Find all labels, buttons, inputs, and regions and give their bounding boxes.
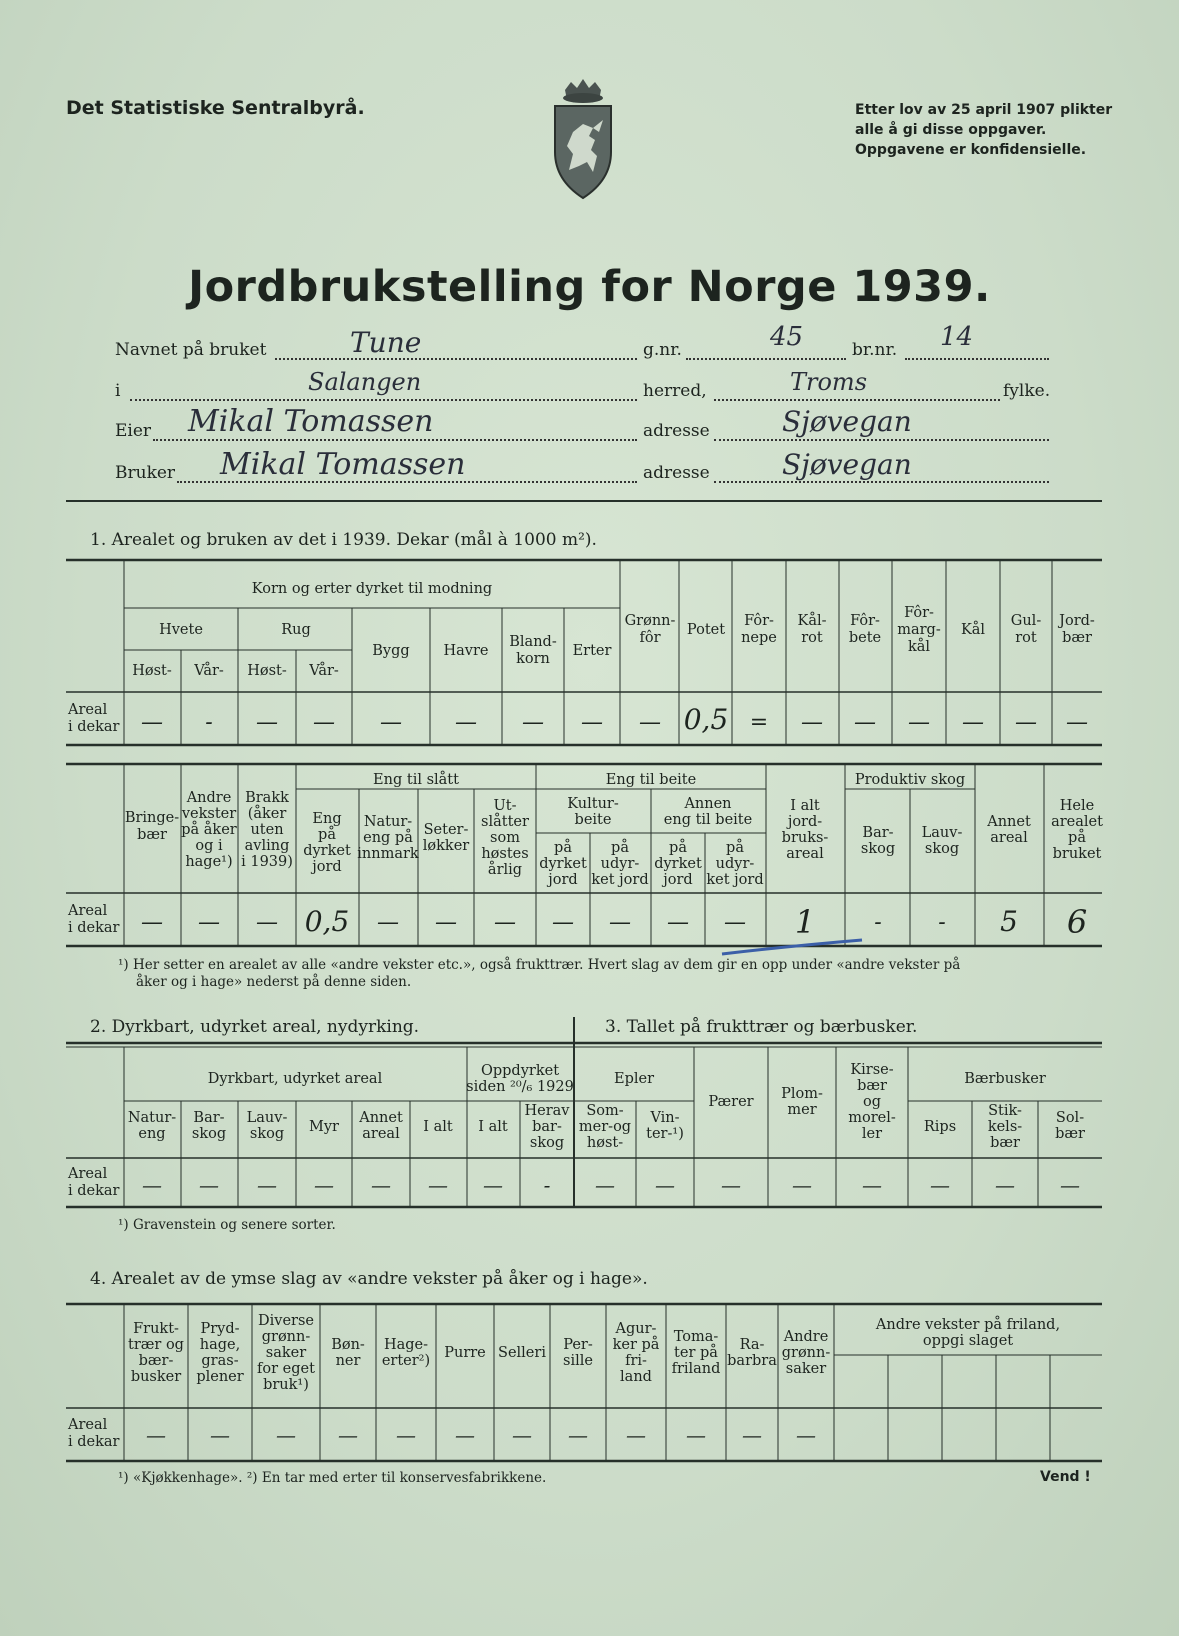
t2-value: — xyxy=(494,910,516,935)
t2-eng-slatt: Eng til slått xyxy=(373,772,459,788)
t2-annen-udyrket-3: ket jord xyxy=(706,872,764,888)
t1-fornepe-1: Fôr- xyxy=(744,613,774,629)
t1-blandkorn-1: Bland- xyxy=(509,634,557,650)
s3-sommer-2: mer-og xyxy=(578,1119,632,1135)
owner-label: Eier xyxy=(115,421,152,441)
t1-blandkorn-2: korn xyxy=(516,651,550,667)
s2-col8-1: Herav xyxy=(524,1103,570,1119)
herred-label: herred, xyxy=(643,381,707,401)
t2-value: — xyxy=(198,910,220,935)
t2-utslatter-4: høstes xyxy=(481,846,529,862)
s3-value: — xyxy=(862,1173,882,1197)
t4-col7: Selleri xyxy=(498,1345,546,1361)
t2-utslatter-2: slåtter xyxy=(481,814,529,830)
t2-seter-2: løkker xyxy=(422,838,470,854)
s3-paerer: Pærer xyxy=(708,1094,754,1110)
farm-name-label: Navnet på bruket xyxy=(115,340,267,360)
turn-page-text: Vend ! xyxy=(1040,1469,1091,1485)
form-title: Jordbrukstelling for Norge 1939. xyxy=(188,262,991,312)
t2-eng-dyrket-2: på xyxy=(318,827,336,843)
t4-row-label-1: Areal xyxy=(68,1417,108,1433)
owner-value: Mikal Tomassen xyxy=(188,404,434,439)
farm-name-value: Tune xyxy=(350,326,422,359)
t4-col12-1: Andre xyxy=(783,1329,829,1345)
s2-oppdyrket-2: siden ²⁰/₆ 1929 xyxy=(466,1079,574,1095)
t2-naturen-2: eng på xyxy=(363,830,413,846)
t1-bygg: Bygg xyxy=(372,643,410,659)
t4-friland-1: Andre vekster på friland, xyxy=(875,1317,1061,1333)
t2-brakk-2: (åker xyxy=(247,806,287,822)
s2-col5-2: areal xyxy=(362,1126,400,1142)
s2-col5-1: Annet xyxy=(359,1110,403,1126)
t2-kultur-2: beite xyxy=(574,812,612,828)
t1-value: — xyxy=(455,710,477,735)
s3-value: — xyxy=(595,1173,615,1197)
brnr-value: 14 xyxy=(940,322,974,352)
footnote-2: ¹) Gravenstein og senere sorter. xyxy=(118,1217,336,1233)
section-4-heading: 4. Arealet av de ymse slag av «andre vekster på åker og i hage». xyxy=(90,1269,648,1289)
s2-row-label-2: i dekar xyxy=(68,1183,120,1199)
t4-col8-2: sille xyxy=(563,1353,593,1369)
t1-value: — xyxy=(639,710,661,735)
t4-value: — xyxy=(686,1423,706,1447)
s2-col4: Myr xyxy=(309,1119,339,1135)
t4-col9-2: ker på xyxy=(612,1337,660,1353)
t1-formargkal-1: Fôr- xyxy=(904,605,934,621)
t2-annen-2: eng til beite xyxy=(663,812,753,828)
t2-row-label-1: Areal xyxy=(68,903,108,919)
s2-row-label-1: Areal xyxy=(68,1166,108,1182)
t4-value: — xyxy=(210,1423,230,1447)
t2-annen-dyrket-1: på xyxy=(669,840,687,856)
s2-col8-2: bar- xyxy=(532,1119,562,1135)
t4-col3-1: Diverse xyxy=(258,1313,314,1329)
t2-andre-1: Andre xyxy=(186,790,232,806)
t1-gulrot-2: rot xyxy=(1015,630,1037,646)
s2-col1-1: Natur- xyxy=(127,1110,177,1126)
t2-brakk-5: i 1939) xyxy=(241,854,293,870)
t1-value-potet: 0,5 xyxy=(683,703,729,736)
t1-kalrot-1: Kål- xyxy=(797,613,827,629)
t2-value: - xyxy=(874,910,882,935)
t1-value: — xyxy=(801,710,823,735)
t1-value: - xyxy=(205,710,213,735)
t4-col10-3: friland xyxy=(671,1361,721,1377)
t2-value-annet: 5 xyxy=(1000,905,1018,938)
footer-note: ¹) «Kjøkkenhage». ²) En tar med erter til konservesfabrikkene. xyxy=(118,1470,547,1486)
t4-col3-3: saker xyxy=(265,1345,307,1361)
t2-value: — xyxy=(141,910,163,935)
s2-value: — xyxy=(314,1173,334,1197)
footnote-1-line-2: åker og i hage» nederst på denne siden. xyxy=(136,974,412,990)
t4-col2-1: Pryd- xyxy=(200,1321,240,1337)
t4-col1-3: bær- xyxy=(138,1353,174,1369)
t2-kultur-dyrket-3: jord xyxy=(548,872,578,888)
s3-sommer-3: høst- xyxy=(586,1135,624,1151)
t2-eng-dyrket-3: dyrket xyxy=(303,843,351,859)
user-value: Mikal Tomassen xyxy=(220,447,466,482)
t2-kultur-dyrket-1: på xyxy=(554,840,572,856)
t2-kultur-udyrket-3: ket jord xyxy=(591,872,649,888)
t2-i-alt-2: jord- xyxy=(787,814,823,830)
t2-utslatter-3: som xyxy=(490,830,520,846)
t2-andre-4: og i xyxy=(195,838,223,854)
s3-baerbusker: Bærbusker xyxy=(964,1071,1046,1087)
t4-col10-2: ter på xyxy=(674,1345,718,1361)
t2-value-i-alt: 1 xyxy=(794,903,816,941)
s3-vinter-2: ter-¹) xyxy=(646,1126,684,1142)
t2-i-alt-3: bruks- xyxy=(781,830,829,846)
t2-bringebaer-2: bær xyxy=(137,827,167,843)
t2-annen-1: Annen xyxy=(684,796,732,812)
t1-havre: Havre xyxy=(443,643,489,659)
t4-col4-2: ner xyxy=(335,1353,361,1369)
t2-annet-2: areal xyxy=(990,830,1028,846)
s3-kirsebaer-4: morel- xyxy=(848,1110,896,1126)
t1-jordbaer-2: bær xyxy=(1062,630,1092,646)
t1-gronnfor-2: fôr xyxy=(639,630,661,646)
s3-kirsebaer-5: ler xyxy=(861,1126,883,1142)
t1-forbete-2: bete xyxy=(848,630,882,646)
law-line-2: alle å gi disse oppgaver. xyxy=(855,122,1047,138)
s3-kirsebaer-1: Kirse- xyxy=(850,1062,894,1078)
t1-value: = xyxy=(749,710,769,735)
user-address-value: Sjøvegan xyxy=(782,448,912,481)
t2-value: — xyxy=(724,910,746,935)
t2-andre-5: hage¹) xyxy=(185,854,233,870)
t2-value: — xyxy=(435,910,457,935)
t1-hvete: Hvete xyxy=(159,622,203,638)
t2-value: — xyxy=(377,910,399,935)
brnr-label: br.nr. xyxy=(852,340,898,360)
t2-hele-3: på xyxy=(1068,830,1086,846)
t1-kal: Kål xyxy=(960,622,986,638)
t4-col1-4: busker xyxy=(130,1369,182,1385)
t2-row-label-2: i dekar xyxy=(68,920,120,936)
section-1-heading: 1. Arealet og bruken av det i 1939. Dekar (mål à 1000 m²). xyxy=(90,530,597,550)
t4-value: — xyxy=(626,1423,646,1447)
t1-value: — xyxy=(854,710,876,735)
t1-kalrot-2: rot xyxy=(801,630,823,646)
t1-rug-host: Høst- xyxy=(247,663,287,679)
t4-col8-1: Per- xyxy=(563,1337,593,1353)
s3-epler: Epler xyxy=(613,1071,655,1087)
t4-value: — xyxy=(568,1423,588,1447)
t2-kultur-1: Kultur- xyxy=(567,796,619,812)
s3-value: — xyxy=(792,1173,812,1197)
s3-stikkels-3: bær xyxy=(990,1135,1020,1151)
t4-col9-4: land xyxy=(620,1369,652,1385)
s2-value: — xyxy=(142,1173,162,1197)
t2-value-hele: 6 xyxy=(1066,903,1088,941)
t4-value: — xyxy=(338,1423,358,1447)
t2-prod-skog: Produktiv skog xyxy=(854,772,966,788)
t1-value: — xyxy=(908,710,930,735)
t4-col2-4: plener xyxy=(196,1369,244,1385)
t1-value: — xyxy=(962,710,984,735)
t1-value: — xyxy=(1066,710,1088,735)
t4-col1-1: Frukt- xyxy=(133,1321,179,1337)
t2-eng-beite: Eng til beite xyxy=(605,772,697,788)
t1-hvete-var: Vår- xyxy=(194,663,224,679)
t2-lauvskog-2: skog xyxy=(924,841,960,857)
s3-stikkels-1: Stik- xyxy=(988,1103,1022,1119)
t4-row-label-2: i dekar xyxy=(68,1434,120,1450)
t1-rug-var: Vår- xyxy=(309,663,339,679)
s3-value: — xyxy=(721,1173,741,1197)
s3-value: — xyxy=(1060,1173,1080,1197)
user-address-label: adresse xyxy=(643,463,710,483)
t2-annen-dyrket-2: dyrket xyxy=(654,856,702,872)
s2-group: Dyrkbart, udyrket areal xyxy=(207,1071,383,1087)
s2-col6: I alt xyxy=(423,1119,453,1135)
t4-col2-2: hage, xyxy=(199,1337,241,1353)
t2-brakk-1: Brakk xyxy=(245,790,289,806)
s3-plommer-2: mer xyxy=(787,1102,817,1118)
t4-col6: Purre xyxy=(444,1345,486,1361)
s3-value: — xyxy=(655,1173,675,1197)
t4-col9-3: fri- xyxy=(625,1353,647,1369)
t4-col2-3: gras- xyxy=(201,1353,239,1369)
t4-col4-1: Bøn- xyxy=(331,1337,365,1353)
t4-col3-5: bruk¹) xyxy=(263,1377,309,1393)
s2-col2-2: skog xyxy=(191,1126,227,1142)
t2-seter-1: Seter- xyxy=(423,822,469,838)
t4-col5-1: Hage- xyxy=(383,1337,429,1353)
t1-gulrot-1: Gul- xyxy=(1010,613,1042,629)
t2-hele-1: Hele xyxy=(1059,798,1095,814)
user-label: Bruker xyxy=(115,463,176,483)
owner-address-value: Sjøvegan xyxy=(782,405,912,438)
t2-value: — xyxy=(667,910,689,935)
t2-value-eng-dyrket: 0,5 xyxy=(304,905,350,938)
t4-value: — xyxy=(512,1423,532,1447)
s2-col8-3: skog xyxy=(529,1135,565,1151)
t1-formargkal-2: marg- xyxy=(897,622,941,638)
t1-value: — xyxy=(1015,710,1037,735)
t2-value: — xyxy=(552,910,574,935)
t2-value: — xyxy=(256,910,278,935)
t2-eng-dyrket-4: jord xyxy=(312,859,342,875)
t4-col11-2: barbra xyxy=(727,1353,777,1369)
s3-plommer-1: Plom- xyxy=(781,1086,823,1102)
t2-barskog-2: skog xyxy=(860,841,896,857)
t2-annet-1: Annet xyxy=(987,814,1031,830)
t2-lauvskog-1: Lauv- xyxy=(921,825,963,841)
s3-rips: Rips xyxy=(923,1119,957,1135)
t4-friland-2: oppgi slaget xyxy=(922,1333,1014,1349)
t4-col5-2: erter²) xyxy=(381,1353,431,1369)
s3-value: — xyxy=(930,1173,950,1197)
t2-utslatter-1: Ut- xyxy=(493,798,517,814)
t4-value: — xyxy=(276,1423,296,1447)
herred-value: Salangen xyxy=(308,368,422,396)
owner-address-label: adresse xyxy=(643,421,710,441)
t2-kultur-dyrket-2: dyrket xyxy=(539,856,587,872)
s3-sommer-1: Som- xyxy=(586,1103,624,1119)
t4-col9-1: Agur- xyxy=(615,1321,657,1337)
law-line-3: Oppgavene er konfidensielle. xyxy=(855,142,1087,158)
t1-hvete-host: Høst- xyxy=(132,663,172,679)
t2-i-alt-4: areal xyxy=(786,846,824,862)
s2-value: — xyxy=(257,1173,277,1197)
t1-row-label-1: Areal xyxy=(68,702,108,718)
s2-col2-1: Bar- xyxy=(193,1110,225,1126)
t1-jordbaer-1: Jord- xyxy=(1059,613,1095,629)
t2-annen-udyrket-2: udyr- xyxy=(715,856,755,872)
t1-row-label-2: i dekar xyxy=(68,719,120,735)
s3-value: — xyxy=(995,1173,1015,1197)
s2-col3-2: skog xyxy=(249,1126,285,1142)
t1-value: — xyxy=(256,710,278,735)
s3-solbaer-1: Sol- xyxy=(1055,1110,1085,1126)
t2-bringebaer-1: Bringe- xyxy=(124,810,180,826)
fylke-label: fylke. xyxy=(1003,381,1051,401)
t2-brakk-4: avling xyxy=(244,838,290,854)
t2-kultur-udyrket-2: udyr- xyxy=(600,856,640,872)
footnote-1-line-1: ¹) Her setter en arealet av alle «andre vekster etc.», også frukttrær. Hvert slag av dem gir en opp under «andre vekster på xyxy=(118,957,961,973)
law-line-1: Etter lov av 25 april 1907 plikter xyxy=(855,102,1113,118)
t4-value: — xyxy=(742,1423,762,1447)
t1-fornepe-2: nepe xyxy=(741,630,777,646)
t1-value: — xyxy=(141,710,163,735)
s2-col3-1: Lauv- xyxy=(246,1110,288,1126)
t2-utslatter-5: årlig xyxy=(487,862,523,878)
t1-erter: Erter xyxy=(572,643,612,659)
t1-value: — xyxy=(380,710,402,735)
t4-col3-2: grønn- xyxy=(261,1329,311,1345)
t2-hele-4: bruket xyxy=(1052,846,1102,862)
t1-potet: Potet xyxy=(686,622,726,638)
section-2-heading: 2. Dyrkbart, udyrket areal, nydyrking. xyxy=(90,1017,420,1037)
t2-andre-2: vekster xyxy=(181,806,237,822)
s3-stikkels-2: kels- xyxy=(987,1119,1023,1135)
t2-value: — xyxy=(609,910,631,935)
section-3-heading: 3. Tallet på frukttrær og bærbusker. xyxy=(605,1017,918,1037)
t1-formargkal-3: kål xyxy=(907,639,931,655)
t1-forbete-1: Fôr- xyxy=(850,613,880,629)
s2-value: - xyxy=(543,1173,551,1197)
t2-value: - xyxy=(938,910,946,935)
bureau-name: Det Statistiske Sentralbyrå. xyxy=(66,97,365,119)
t2-hele-2: arealet xyxy=(1051,814,1103,830)
s2-oppdyrket-1: Oppdyrket xyxy=(480,1063,560,1079)
t4-col10-1: Toma- xyxy=(673,1329,719,1345)
t2-annen-dyrket-3: jord xyxy=(663,872,693,888)
t4-value: — xyxy=(455,1423,475,1447)
s2-value: — xyxy=(428,1173,448,1197)
t2-naturen-3: innmark xyxy=(357,846,419,862)
s3-kirsebaer-3: og xyxy=(862,1094,882,1110)
t4-col1-2: trær og xyxy=(128,1337,184,1353)
t4-col11-1: Ra- xyxy=(739,1337,765,1353)
t2-eng-dyrket-1: Eng xyxy=(312,811,342,827)
in-label: i xyxy=(115,381,121,401)
t1-value: — xyxy=(522,710,544,735)
t2-barskog-1: Bar- xyxy=(862,825,894,841)
s2-value: — xyxy=(483,1173,503,1197)
t2-i-alt-1: I alt xyxy=(790,798,820,814)
s3-vinter-1: Vin- xyxy=(650,1110,680,1126)
t4-value: — xyxy=(146,1423,166,1447)
s2-value: — xyxy=(199,1173,219,1197)
t1-value: — xyxy=(581,710,603,735)
t2-andre-3: på åker xyxy=(181,822,237,838)
s2-col7: I alt xyxy=(478,1119,508,1135)
t2-naturen-1: Natur- xyxy=(363,814,413,830)
gnr-label: g.nr. xyxy=(643,340,682,360)
t1-rug: Rug xyxy=(281,622,311,638)
gnr-value: 45 xyxy=(770,322,804,352)
t1-korn-group: Korn og erter dyrket til modning xyxy=(251,581,493,597)
t2-annen-udyrket-1: på xyxy=(726,840,744,856)
t1-gronnfor-1: Grønn- xyxy=(624,613,676,629)
t4-col3-4: for eget xyxy=(257,1361,315,1377)
fylke-value: Troms xyxy=(790,368,868,396)
t4-col12-3: saker xyxy=(785,1361,827,1377)
t4-value: — xyxy=(796,1423,816,1447)
s2-col1-2: eng xyxy=(138,1126,166,1142)
footnote-1 xyxy=(118,957,1103,991)
s3-kirsebaer-2: bær xyxy=(857,1078,887,1094)
s3-solbaer-2: bær xyxy=(1055,1126,1085,1142)
t1-value: — xyxy=(313,710,335,735)
t2-kultur-udyrket-1: på xyxy=(611,840,629,856)
t2-brakk-3: uten xyxy=(250,822,284,838)
t4-col12-2: grønn- xyxy=(781,1345,831,1361)
t4-value: — xyxy=(396,1423,416,1447)
s2-value: — xyxy=(371,1173,391,1197)
